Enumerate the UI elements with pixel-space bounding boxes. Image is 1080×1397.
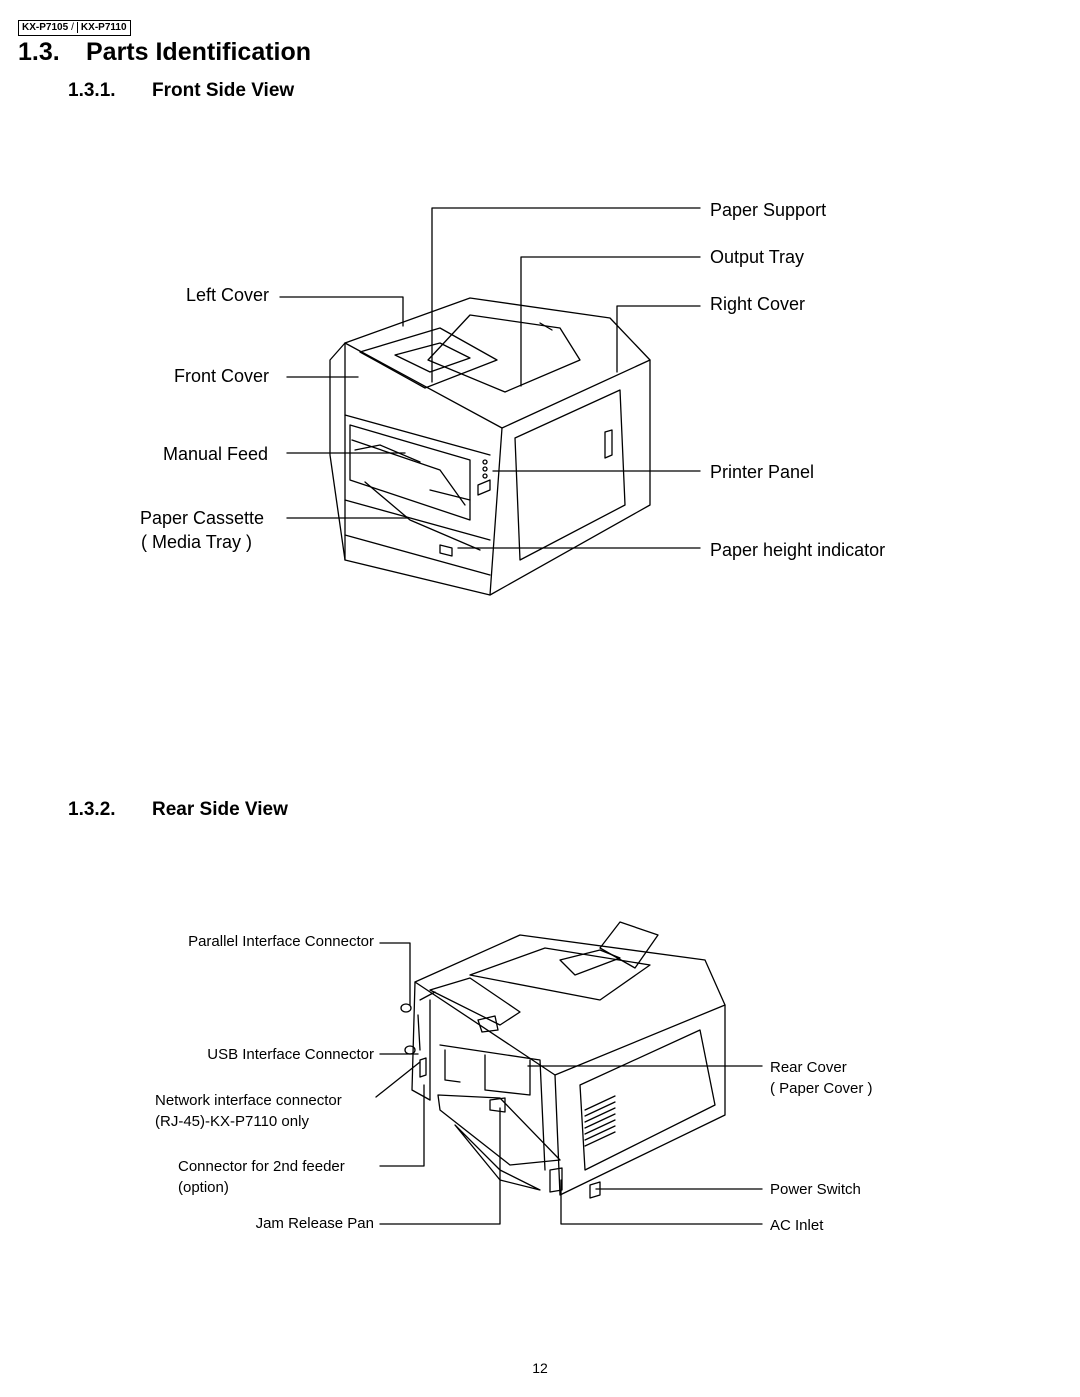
label-parallel-interface: Parallel Interface Connector: [188, 933, 374, 950]
label-jam-release-pan: Jam Release Pan: [255, 1215, 374, 1232]
model-separator: /: [71, 22, 74, 33]
rear-number: 1.3.2.: [68, 799, 116, 820]
section-title: Parts Identification: [86, 38, 312, 66]
label-ac-inlet: AC Inlet: [770, 1217, 824, 1234]
rear-title: Rear Side View: [152, 799, 288, 820]
label-right-cover: Right Cover: [710, 294, 806, 314]
label-printer-panel: Printer Panel: [710, 462, 815, 482]
label-second-feeder: Connector for 2nd feeder: [178, 1158, 345, 1175]
label-manual-feed: Manual Feed: [163, 444, 269, 464]
front-title: Front Side View: [152, 80, 295, 101]
label-second-feeder-option: (option): [178, 1179, 229, 1196]
label-power-switch: Power Switch: [770, 1181, 861, 1198]
label-paper-support: Paper Support: [710, 200, 827, 220]
model-b: KX-P7110: [77, 22, 127, 33]
label-rear-cover: Rear Cover: [770, 1059, 847, 1076]
front-number: 1.3.1.: [68, 80, 116, 101]
label-output-tray: Output Tray: [710, 247, 805, 267]
label-network-interface-note: (RJ-45)-KX-P7110 only: [155, 1113, 309, 1130]
page-number: 12: [532, 1360, 548, 1376]
label-left-cover: Left Cover: [186, 285, 270, 305]
label-paper-cover: ( Paper Cover ): [770, 1080, 873, 1097]
section-number: 1.3.: [18, 38, 60, 66]
label-paper-height-indicator: Paper height indicator: [710, 540, 886, 560]
label-media-tray: ( Media Tray ): [141, 532, 253, 552]
label-network-interface: Network interface connector: [155, 1092, 342, 1109]
model-a: KX-P7105: [22, 22, 69, 33]
label-usb-interface: USB Interface Connector: [207, 1046, 374, 1063]
label-paper-cassette: Paper Cassette: [140, 508, 265, 528]
label-front-cover: Front Cover: [174, 366, 270, 386]
